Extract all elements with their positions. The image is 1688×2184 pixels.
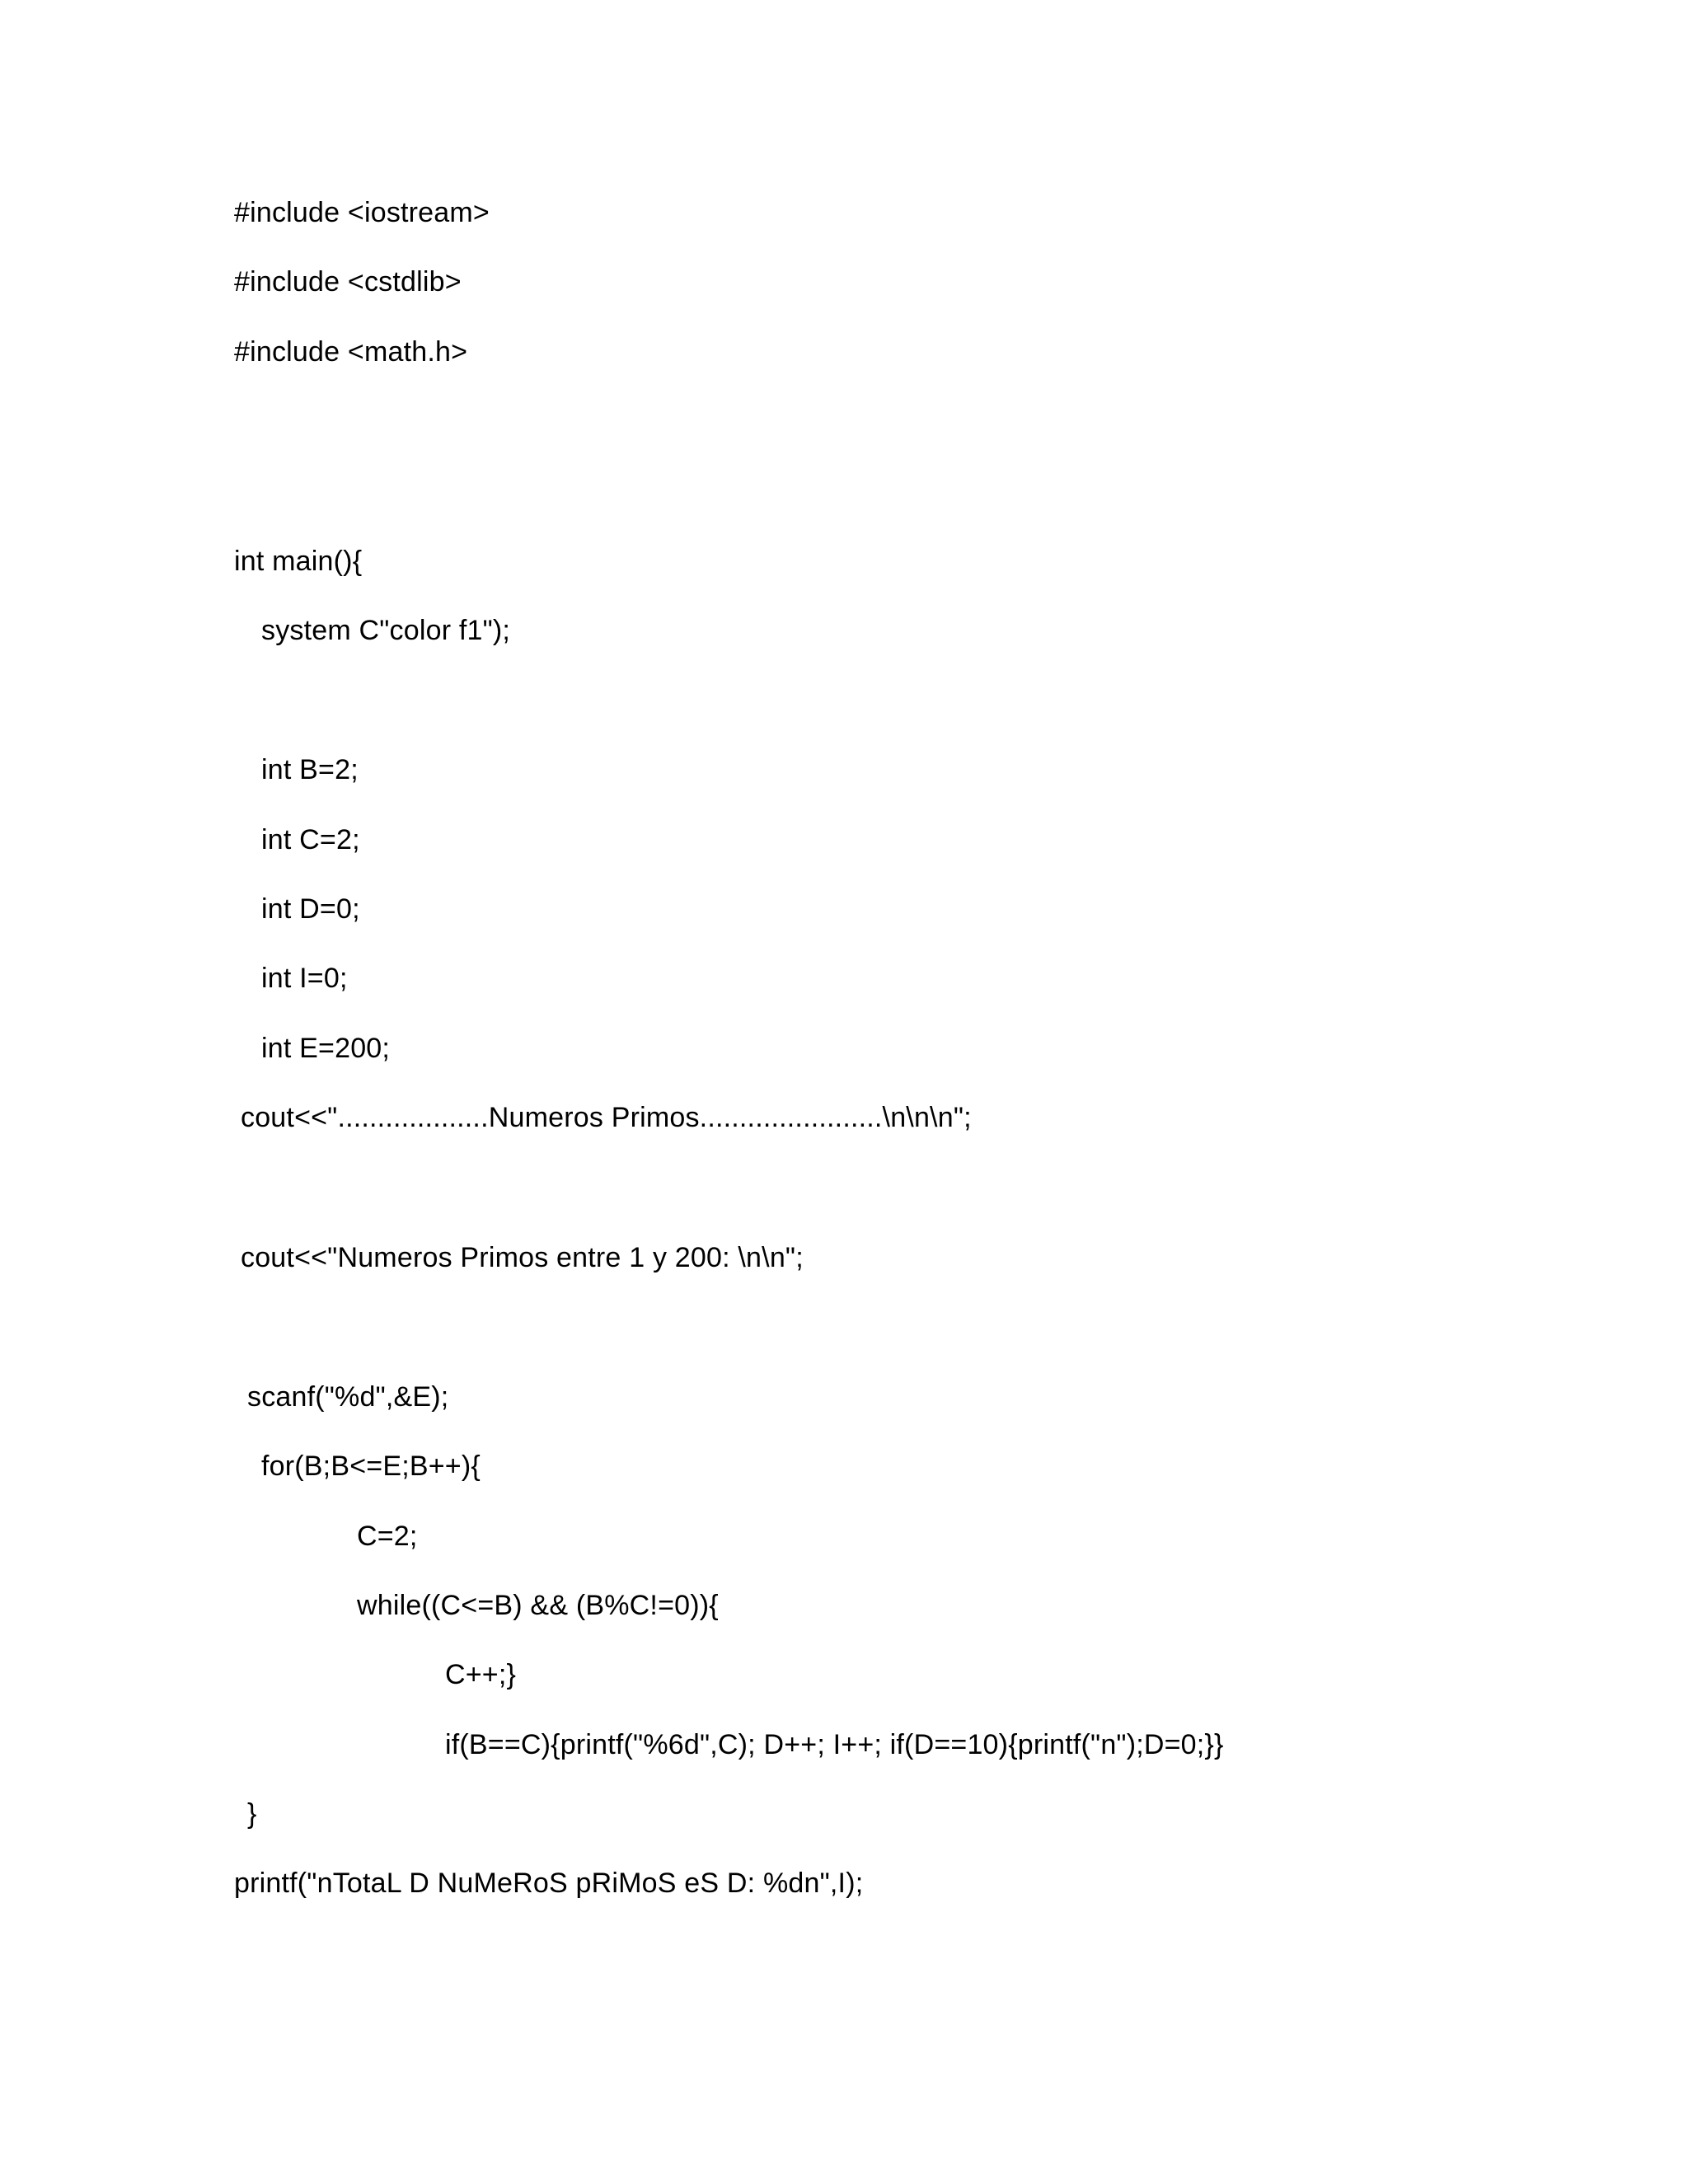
code-line-int-c: int C=2; <box>261 824 360 855</box>
code-line-int-b: int B=2; <box>261 754 359 785</box>
code-line-c-increment: C++;} <box>445 1659 517 1690</box>
code-line-include-iostream: #include <iostream> <box>234 197 490 228</box>
code-line-while: while((C<=B) && (B%C!=0)){ <box>357 1590 719 1621</box>
code-line-include-cstdlib: #include <cstdlib> <box>234 266 462 298</box>
code-line-cout-title: cout<<"...................Numeros Primos.......................\n\n\n"; <box>241 1102 972 1133</box>
code-line-system: system C"color f1"); <box>261 615 511 646</box>
code-line-cout-range: cout<<"Numeros Primos entre 1 y 200: \n\n"; <box>241 1242 804 1273</box>
code-line-main: int main(){ <box>234 546 363 577</box>
code-line-int-d: int D=0; <box>261 893 360 925</box>
code-line-int-i: int I=0; <box>261 963 348 994</box>
code-line-if-printf: if(B==C){printf("%6d",C); D++; I++; if(D==10){printf("n");D=0;}} <box>445 1729 1224 1760</box>
code-line-scanf: scanf("%d",&E); <box>247 1381 449 1413</box>
code-line-printf-total: printf("nTotaL D NuMeRoS pRiMoS eS D: %dn",I); <box>234 1868 864 1899</box>
code-line-int-e: int E=200; <box>261 1033 391 1064</box>
code-line-c-reset: C=2; <box>357 1521 418 1552</box>
code-line-include-math: #include <math.h> <box>234 336 468 368</box>
code-line-for: for(B;B<=E;B++){ <box>261 1451 481 1482</box>
code-line-close-brace: } <box>247 1798 257 1830</box>
